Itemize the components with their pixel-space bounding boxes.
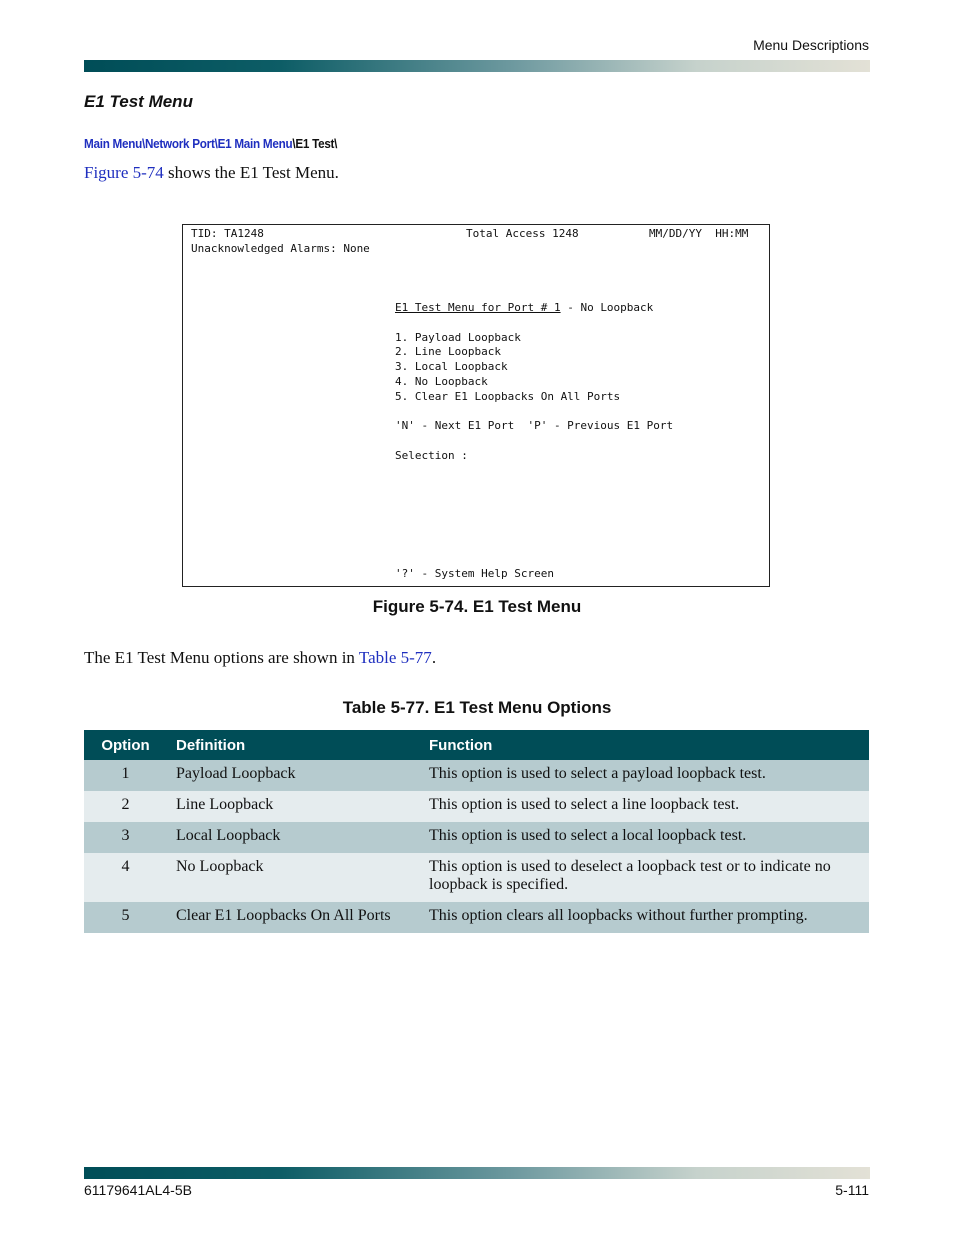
table-row	[84, 791, 869, 822]
footer-page-number: 5-111	[835, 1182, 869, 1198]
cell-function: This option is used to select a local loopback test.	[420, 822, 869, 853]
terminal-menu-status: - No Loopback	[560, 301, 654, 314]
options-table	[84, 730, 869, 933]
terminal-alarms: Unacknowledged Alarms: None	[191, 242, 370, 255]
options-paragraph	[84, 648, 436, 668]
cell-option: 5	[84, 902, 167, 933]
terminal-menu-item-1[interactable]: 1. Payload Loopback	[395, 331, 521, 344]
breadcrumb-link-network-port[interactable]: Network Port	[145, 136, 215, 151]
terminal-menu-heading	[395, 301, 653, 314]
running-header: Menu Descriptions	[753, 37, 869, 53]
terminal-menu-item-3[interactable]: 3. Local Loopback	[395, 360, 508, 373]
cell-definition: Line Loopback	[167, 791, 420, 822]
figure-reference-link[interactable]: Figure 5-74	[84, 163, 164, 182]
cell-function: This option is used to deselect a loopback test or to indicate no loopback is specified.	[420, 853, 869, 902]
terminal-menu-item-2[interactable]: 2. Line Loopback	[395, 345, 501, 358]
cell-option: 1	[84, 760, 167, 791]
cell-function: This option clears all loopbacks without further prompting.	[420, 902, 869, 933]
header-rule	[84, 60, 870, 72]
cell-function: This option is used to select a line loopback test.	[420, 791, 869, 822]
header-definition: Definition	[167, 730, 420, 760]
terminal-tid: TID: TA1248	[191, 227, 264, 240]
terminal-product: Total Access 1248	[466, 227, 579, 240]
terminal-menu-item-4[interactable]: 4. No Loopback	[395, 375, 488, 388]
terminal-selection-prompt[interactable]: Selection :	[395, 449, 468, 462]
breadcrumb-link-e1-main-menu[interactable]: E1 Main Menu	[217, 136, 293, 151]
terminal-datetime: MM/DD/YY HH:MM	[649, 227, 749, 240]
cell-definition: Clear E1 Loopbacks On All Ports	[167, 902, 420, 933]
cell-definition: Payload Loopback	[167, 760, 420, 791]
breadcrumb	[84, 136, 337, 151]
terminal-menu-item-5[interactable]: 5. Clear E1 Loopbacks On All Ports	[395, 390, 621, 403]
cell-option: 3	[84, 822, 167, 853]
table-row	[84, 853, 869, 902]
table-row	[84, 822, 869, 853]
section-title: E1 Test Menu	[84, 92, 193, 111]
header-option: Option	[84, 730, 167, 760]
breadcrumb-current: E1 Test\	[295, 136, 338, 151]
table-row	[84, 902, 869, 933]
options-text-after: .	[431, 648, 437, 667]
intro-text: shows the E1 Test Menu.	[163, 163, 339, 182]
footer-doc-number: 61179641AL4-5B	[84, 1182, 192, 1198]
breadcrumb-separator: \	[292, 136, 296, 151]
figure-caption: Figure 5-74. E1 Test Menu	[372, 597, 582, 616]
breadcrumb-link-main-menu[interactable]: Main Menu	[84, 136, 143, 151]
options-text-before: The E1 Test Menu options are shown in	[84, 648, 359, 667]
cell-definition: No Loopback	[167, 853, 420, 902]
intro-paragraph	[84, 163, 339, 183]
cell-definition: Local Loopback	[167, 822, 420, 853]
cell-option: 4	[84, 853, 167, 902]
header-function: Function	[420, 730, 869, 760]
breadcrumb-separator: \	[142, 136, 146, 151]
table-reference-link[interactable]: Table 5-77	[358, 648, 432, 667]
terminal-nav-hint: 'N' - Next E1 Port 'P' - Previous E1 Port	[395, 419, 674, 432]
terminal-help-hint: '?' - System Help Screen	[395, 567, 554, 580]
footer-rule	[84, 1167, 870, 1179]
table-caption: Table 5-77. E1 Test Menu Options	[342, 698, 612, 717]
terminal-menu-title: E1 Test Menu for Port # 1	[395, 301, 561, 314]
table-header-row	[84, 730, 869, 760]
terminal-screen	[182, 224, 770, 587]
cell-option: 2	[84, 791, 167, 822]
table-row	[84, 760, 869, 791]
breadcrumb-separator: \	[214, 136, 218, 151]
cell-function: This option is used to select a payload loopback test.	[420, 760, 869, 791]
